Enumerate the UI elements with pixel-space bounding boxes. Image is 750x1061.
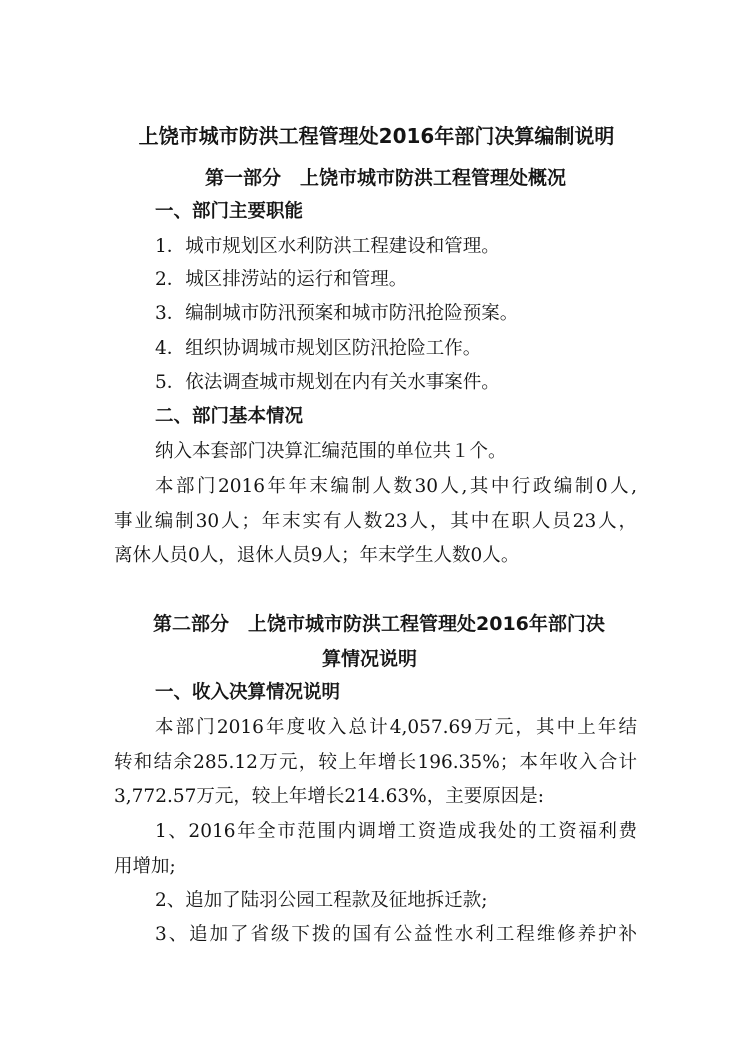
basic-info-paragraph-1: 纳入本套部门决算汇编范围的单位共１个。 xyxy=(155,441,507,462)
income-paragraph-line-3: 3,772.57万元，较上年增长214.63%，主要原因是: xyxy=(114,786,544,807)
income-paragraph-line-2: 转和结余285.12万元，较上年增长196.35%；本年收入合计 xyxy=(114,752,637,773)
section-heading-functions: 一、部门主要职能 xyxy=(155,201,304,222)
document-title: 上饶市城市防洪工程管理处2016年部门决算编制说明 xyxy=(138,124,615,148)
income-paragraph-line-1: 本部门2016年度收入总计4,057.69万元，其中上年结 xyxy=(155,717,637,738)
section-heading-basic-info: 二、部门基本情况 xyxy=(155,406,304,427)
basic-info-paragraph-2-line-2: 事业编制30人；年末实有人数23人，其中在职人员23人， xyxy=(114,511,637,532)
part1-heading: 第一部分 上饶市城市防洪工程管理处概况 xyxy=(205,167,567,189)
reason-1-line-2: 用增加; xyxy=(114,856,176,877)
basic-info-paragraph-2-line-1: 本部门2016年年末编制人数30人,其中行政编制0人, xyxy=(155,476,637,497)
part2-heading-line-2: 算情况说明 xyxy=(322,648,418,670)
basic-info-paragraph-2-line-3: 离休人员0人，退休人员9人；年末学生人数0人。 xyxy=(114,545,520,566)
function-item-5: 5．依法调查城市规划在内有关水事案件。 xyxy=(155,372,500,393)
part2-heading-line-1: 第二部分 上饶市城市防洪工程管理处2016年部门决 xyxy=(153,613,605,635)
section-heading-income: 一、收入决算情况说明 xyxy=(155,682,341,703)
function-item-2: 2．城区排涝站的运行和管理。 xyxy=(155,269,408,290)
function-item-3: 3．编制城市防汛预案和城市防汛抢险预案。 xyxy=(155,303,519,324)
reason-1-line-1: 1、2016年全市范围内调增工资造成我处的工资福利费 xyxy=(155,821,637,842)
function-item-1: 1．城市规划区水利防洪工程建设和管理。 xyxy=(155,236,500,257)
reason-3-line-1: 3、追加了省级下拨的国有公益性水利工程维修养护补 xyxy=(155,924,637,945)
function-item-4: 4．组织协调城市规划区防汛抢险工作。 xyxy=(155,338,482,359)
reason-2: 2、追加了陆羽公园工程款及征地拆迁款; xyxy=(155,890,488,911)
